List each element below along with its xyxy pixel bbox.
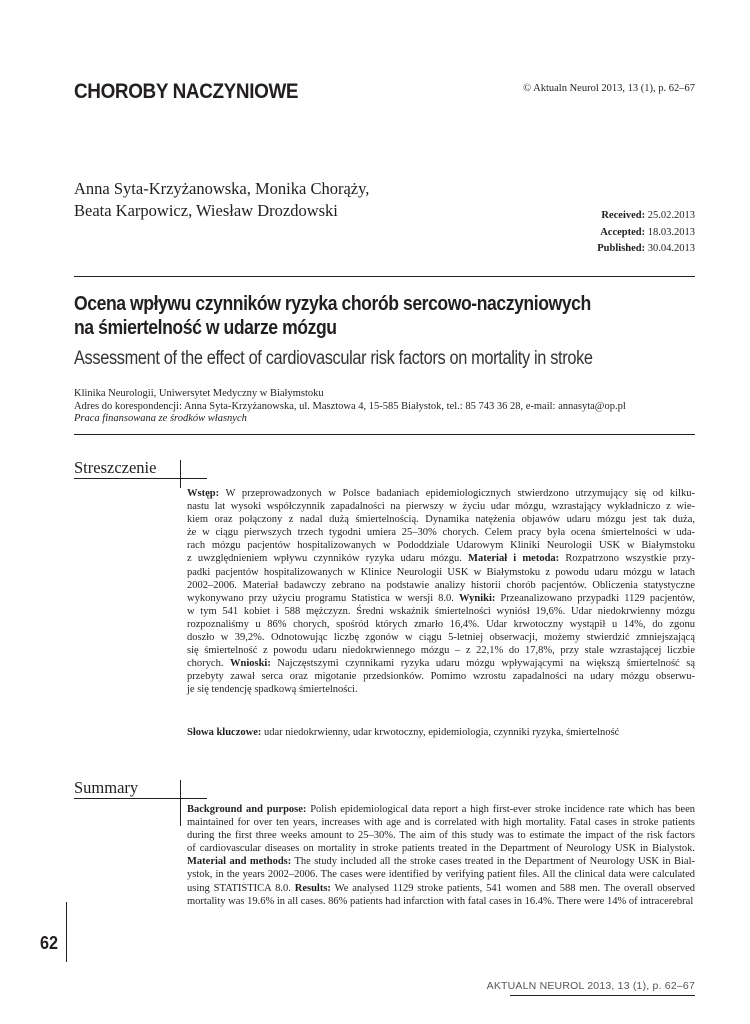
footer-journal: AKTUALN NEUROL 2013, 13 (1), p. 62–67 — [486, 980, 695, 992]
summary-heading-rule — [74, 798, 207, 799]
article-dates — [597, 208, 695, 258]
streszczenie-heading: Streszczenie — [74, 458, 157, 477]
summary-line: of cardiovascular diseases on mortality in stroke patients treated in the Department of Neurology USK in Bialystok. — [187, 843, 695, 855]
streszczenie-line: nastu lat wysoki współczynnik zapadalności na pierwszy w życiu udar mózgu, wzrastający wykładniczo z wie- — [187, 501, 695, 513]
streszczenie-line: wykonywano przy użyciu programu Statistica w wersji 8.0. Wyniki: Przeanalizowano przypadki 1129 pacjentów, — [187, 592, 696, 604]
streszczenie-line: 2002–2006. Materiał badawczy zebrano na podstawie analizy historii chorób pacjentów. Obliczenia statystyczne — [187, 579, 695, 591]
journal-reference: © Aktualn Neurol 2013, 13 (1), p. 62–67 — [523, 83, 695, 94]
summary-heading: Summary — [74, 778, 139, 797]
streszczenie-line: rach mózgu pacjentów hospitalizowanych w Pododdziale Udarowym Kliniki Neurologii USK w Białymstoku — [187, 540, 695, 552]
streszczenie-line: kiem oraz połączony z nadal dużą śmiertelnością. Dynamika natężenia objawów udaru mózgu jest tak duża, — [187, 514, 695, 526]
keywords: Słowa kluczowe: udar niedokrwienny, udar krwotoczny, epidemiologia, czynniki ryzyka, śmiertelność — [187, 727, 620, 738]
summary-vertical-rule — [180, 780, 181, 826]
authors-line-2: Beata Karpowicz, Wiesław Drozdowski — [74, 201, 338, 220]
received-date: Received: 25.02.2013 — [601, 210, 695, 221]
summary-line: using STATISTICA 8.0. Results: We analysed 1129 stroke patients, 541 women and 588 men. The overall observed — [187, 882, 695, 894]
correspondence-address: Adres do korespondencji: Anna Syta-Krzyżanowska, ul. Masztowa 4, 15-585 Białystok, tel.: 85 743 36 28, e-mail: annasyta@op.pl — [74, 400, 626, 412]
divider-top — [74, 276, 695, 277]
streszczenie-line: przebyty zawał serca oraz migotanie przedsionków. Pomimo wzrostu zapadalności na udary mózgu obserwu- — [187, 671, 695, 683]
streszczenie-vertical-rule — [180, 460, 181, 488]
streszczenie-line: chorych. Wnioski: Najczęstszymi czynnikami ryzyka udaru mózgu wpływającymi na większą śmiertelność są — [187, 658, 695, 670]
title-polish — [74, 292, 708, 340]
streszczenie-body — [187, 487, 695, 697]
summary-line: during the first three weeks amount to 25–30%. The aim of this study was to estimate the impact of the risk factors — [187, 830, 695, 842]
title-polish-line-2: na śmiertelność w udarze mózgu — [74, 317, 337, 339]
page-number-rule — [66, 902, 67, 962]
streszczenie-line: Wstęp: W przeprowadzonych w Polsce badaniach epidemiologicznych stwierdzono utrzymujący się od kilku- — [187, 488, 695, 499]
summary-line: Material and methods: The study included all the stroke cases treated in the Department of Neurology USK in Bial- — [187, 856, 695, 868]
streszczenie-heading-rule — [74, 478, 207, 479]
summary-line: ystok, in the years 2002–2006. The cases were identified by verifying patient files. All the clinical data were calculated — [187, 869, 695, 881]
affiliation — [74, 388, 626, 426]
streszczenie-line: w tym 541 kobiet i 588 mężczyzn. Średni wskaźnik śmiertelności wyniósł 19,6%. Udar niedokrwienny mózgu — [187, 605, 695, 617]
summary-line: mortality was 19.6% in all cases. 86% patients had infarction with fatal cases in 16.4%. There were 14% of intracerebral — [187, 895, 694, 907]
page-number: 62 — [40, 933, 59, 953]
summary-line: Background and purpose: Polish epidemiological data report a high first-ever stroke incidence rate which has been — [187, 804, 695, 815]
summary-line: maintained for over ten years, increases with age and is correlated with high mortality. Fatal cases in stroke patients — [187, 817, 695, 829]
section-title: CHOROBY NACZYNIOWE — [74, 80, 299, 103]
streszczenie-line: padki pacjentów hospitalizowanych w Klinice Neurologii USK w Białymstoku z powodu udaru mózgu w latach — [187, 566, 695, 578]
summary-body — [187, 803, 695, 908]
streszczenie-line: że w ciągu pierwszych trzech tygodni umiera 25–30% chorych. Celem pracy była ocena śmiertelności w uda- — [187, 527, 695, 539]
authors-line-1: Anna Syta-Krzyżanowska, Monika Chorąży, — [74, 179, 370, 198]
footer-rule — [510, 995, 695, 996]
title-polish-line-1: Ocena wpływu czynników ryzyka chorób sercowo-naczyniowych — [74, 293, 591, 315]
streszczenie-line: się śmiertelność z powodu udaru niedokrwiennego mózgu – z 22,1% do 17,8%, przy stale wzrastającej liczbie — [187, 645, 695, 657]
institution: Klinika Neurologii, Uniwersytet Medyczny w Białymstoku — [74, 388, 324, 399]
streszczenie-line: je się tendencję spadkową śmiertelności. — [187, 684, 358, 696]
funding-note: Praca finansowana ze środków własnych — [74, 413, 247, 424]
divider-affiliation — [74, 434, 695, 435]
authors — [74, 178, 369, 222]
published-date: Published: 30.04.2013 — [597, 243, 695, 254]
accepted-date: Accepted: 18.03.2013 — [600, 226, 695, 238]
streszczenie-line: doszło w 39,2%. Odnotowując liczbę zgonów w ciągu 5-letniej obserwacji, możemy stwierdzić zmniejszającą — [187, 632, 695, 644]
streszczenie-line: z uwzględnieniem wpływu czynników ryzyka udaru mózgu. Materiał i metoda: Rozpatrzono wszystkie przy- — [187, 553, 695, 565]
title-english: Assessment of the effect of cardiovascular risk factors on mortality in stroke — [74, 348, 593, 369]
streszczenie-line: rozpoznaliśmy u 86% chorych, spośród których zmarło 16,4%. Udar krwotoczny wystąpił u 14%, do zgonu — [187, 618, 695, 630]
